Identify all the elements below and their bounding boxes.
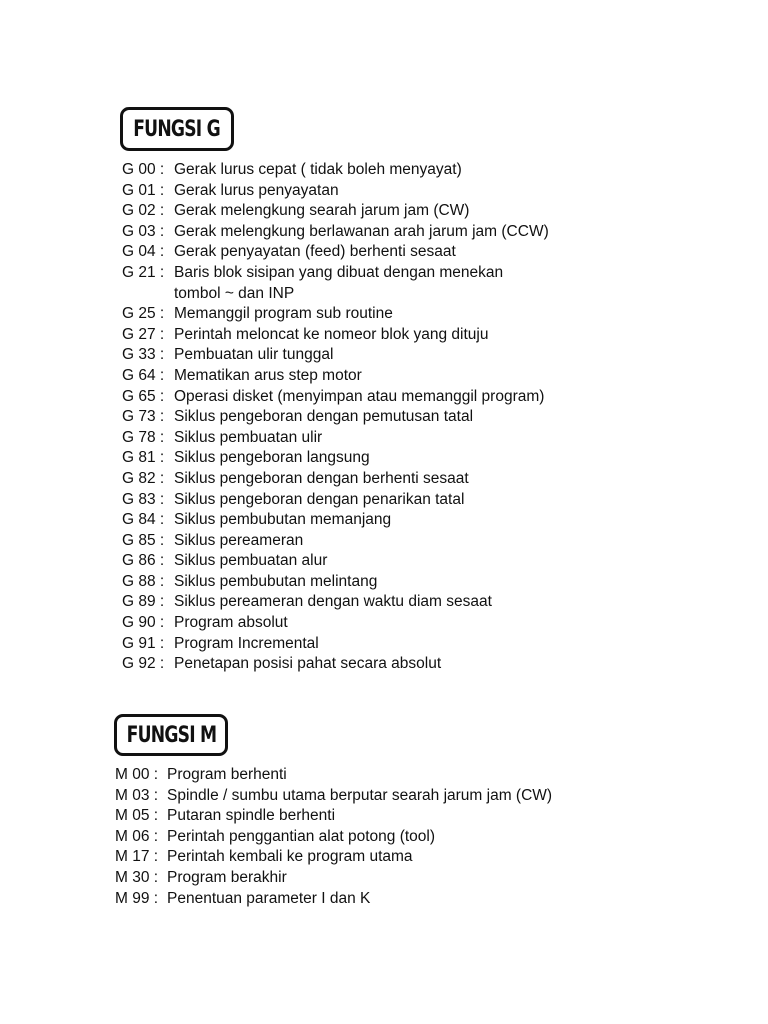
- m-code-item: [115, 786, 552, 807]
- g-code-label: G 03 :: [122, 222, 165, 240]
- g-code-label: G 89 :: [122, 593, 165, 611]
- m-code-item: [115, 868, 552, 889]
- m-code-label: M 99 :: [115, 889, 159, 907]
- g-code-item: [122, 387, 549, 408]
- g-code-label: G 65 :: [122, 387, 165, 405]
- g-code-description: Perintah meloncat ke nomeor blok yang dituju: [174, 325, 489, 343]
- g-code-description: Siklus pereameran: [174, 531, 304, 549]
- g-code-description: Penetapan posisi pahat secara absolut: [174, 655, 442, 673]
- g-code-description: Gerak lurus cepat ( tidak boleh menyayat): [174, 161, 462, 178]
- m-code-description: Program berhenti: [167, 766, 287, 783]
- m-code-description: Spindle / sumbu utama berputar searah jarum jam (CW): [167, 786, 553, 804]
- g-code-label: G 25 :: [122, 305, 165, 323]
- g-code-description: Siklus pengeboran dengan pemutusan tatal: [174, 408, 474, 426]
- g-code-label: G 33 :: [122, 346, 165, 364]
- g-code-label: G 82 :: [122, 469, 165, 487]
- g-code-label: G 84 :: [122, 511, 165, 529]
- g-code-item: [122, 634, 549, 655]
- g-code-label: G 00 :: [122, 161, 165, 178]
- section-title-fungsi-g-text: FUNGSI G: [133, 116, 221, 142]
- g-code-item: [122, 160, 549, 181]
- g-code-item: [122, 572, 549, 593]
- g-code-description: Gerak melengkung searah jarum jam (CW): [174, 202, 470, 220]
- g-code-description: Siklus pembubutan melintang: [174, 572, 378, 590]
- g-code-description: Program absolut: [174, 614, 288, 632]
- g-code-item: [122, 181, 549, 202]
- g-code-item: [122, 510, 549, 531]
- g-code-label: G 81 :: [122, 449, 165, 467]
- m-code-label: M 05 :: [115, 807, 159, 825]
- g-code-list: [122, 160, 549, 675]
- m-code-item: [115, 847, 552, 868]
- g-code-description: Mematikan arus step motor: [174, 366, 362, 384]
- m-code-description: Putaran spindle berhenti: [167, 807, 336, 825]
- m-code-description: Perintah kembali ke program utama: [167, 848, 413, 866]
- m-code-label: M 06 :: [115, 827, 159, 845]
- m-code-description: Program berakhir: [167, 868, 287, 886]
- g-code-description: Operasi disket (menyimpan atau memanggil program): [174, 387, 545, 405]
- g-code-label: G 02 :: [122, 202, 165, 220]
- g-code-description: Memanggil program sub routine: [174, 305, 393, 323]
- g-code-description: Gerak penyayatan (feed) berhenti sesaat: [174, 243, 456, 261]
- g-code-description: Siklus pengeboran langsung: [174, 449, 370, 467]
- g-code-description: Siklus pengeboran dengan penarikan tatal: [174, 490, 465, 508]
- m-code-item: [115, 827, 552, 848]
- g-code-item: [122, 531, 549, 552]
- g-code-label: G 64 :: [122, 366, 165, 384]
- m-code-label: M 30 :: [115, 868, 159, 886]
- g-code-label: G 88 :: [122, 572, 165, 590]
- g-code-item: [122, 490, 549, 511]
- g-code-label: G 01 :: [122, 181, 165, 199]
- g-code-label: G 73 :: [122, 408, 165, 426]
- g-code-label: G 85 :: [122, 531, 165, 549]
- g-code-item: [122, 325, 549, 346]
- section-title-fungsi-m-text: FUNGSI M: [126, 722, 216, 748]
- section-title-fungsi-g: [120, 107, 234, 151]
- g-code-label: G 78 :: [122, 428, 165, 446]
- m-code-item: [115, 806, 552, 827]
- g-code-item: [122, 407, 549, 428]
- g-code-item: [122, 613, 549, 634]
- g-code-description: Siklus pembubutan memanjang: [174, 511, 392, 529]
- g-code-description: Gerak melengkung berlawanan arah jarum jam (CCW): [174, 222, 549, 240]
- g-code-label: G 92 :: [122, 655, 165, 673]
- m-code-list: [115, 765, 552, 909]
- g-code-item: [122, 222, 549, 243]
- g-code-description: Siklus pengeboran dengan berhenti sesaat: [174, 469, 469, 487]
- g-code-description: Gerak lurus penyayatan: [174, 181, 339, 199]
- g-code-description: Siklus pembuatan alur: [174, 552, 328, 570]
- g-code-item: [122, 242, 549, 263]
- g-code-item: [122, 304, 549, 325]
- g-code-label: G 90 :: [122, 614, 165, 632]
- m-code-label: M 00 :: [115, 766, 159, 783]
- g-code-item: [122, 448, 549, 469]
- g-code-item: [122, 366, 549, 387]
- m-code-item: [115, 889, 552, 910]
- g-code-item: [122, 592, 549, 613]
- g-code-item: [122, 201, 549, 222]
- g-code-label: G 27 :: [122, 325, 165, 343]
- m-code-label: M 03 :: [115, 786, 159, 804]
- g-code-item: [122, 345, 549, 366]
- m-code-label: M 17 :: [115, 848, 159, 866]
- g-code-item: [122, 263, 549, 304]
- g-code-item: [122, 469, 549, 490]
- g-code-description: Baris blok sisipan yang dibuat dengan menekan tombol ~ dan INP: [174, 263, 504, 302]
- g-code-label: G 91 :: [122, 634, 165, 652]
- g-code-description: Siklus pereameran dengan waktu diam sesaat: [174, 593, 492, 611]
- g-code-description: Pembuatan ulir tunggal: [174, 346, 334, 364]
- m-code-item: [115, 765, 552, 786]
- g-code-label: G 21 :: [122, 263, 165, 281]
- g-code-item: [122, 428, 549, 449]
- section-title-fungsi-m: [114, 714, 228, 756]
- m-code-description: Penentuan parameter I dan K: [167, 889, 371, 907]
- g-code-description: Program Incremental: [174, 634, 319, 652]
- g-code-item: [122, 551, 549, 572]
- g-code-label: G 04 :: [122, 243, 165, 261]
- g-code-description: Siklus pembuatan ulir: [174, 428, 323, 446]
- g-code-item: [122, 654, 549, 675]
- m-code-description: Perintah penggantian alat potong (tool): [167, 827, 436, 845]
- g-code-label: G 83 :: [122, 490, 165, 508]
- g-code-label: G 86 :: [122, 552, 165, 570]
